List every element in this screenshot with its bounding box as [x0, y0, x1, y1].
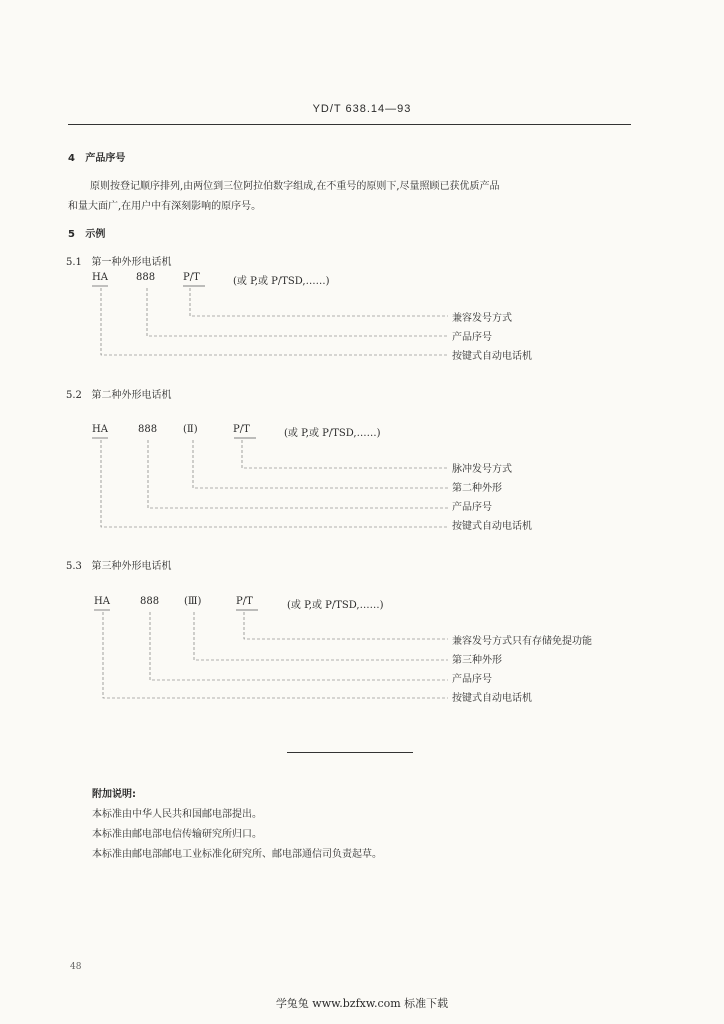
example-number: 5.2 [66, 390, 82, 401]
section-5-title: 示例 [85, 229, 106, 240]
code-shape: (Ⅲ) [184, 596, 202, 607]
section-4-title: 产品序号 [85, 153, 126, 164]
legend-label: 第二种外形 [452, 483, 502, 494]
connector-line [150, 612, 448, 680]
connector-line [194, 612, 448, 660]
connector-line [101, 288, 448, 355]
section-4-number: 4 [68, 153, 75, 164]
legend-label: 兼容发号方式只有存储免提功能 [452, 636, 592, 647]
example-number: 5.1 [66, 257, 82, 268]
legend-label: 兼容发号方式 [452, 313, 512, 324]
code-prefix: HA [94, 596, 110, 607]
code-alternatives: (或 P,或 P/TSD,……) [284, 428, 381, 439]
example-title: 第二种外形电话机 [91, 390, 172, 401]
connector-line [242, 440, 448, 468]
connector-line [147, 288, 448, 336]
notes-heading: 附加说明: [92, 789, 136, 800]
code-serial: 888 [136, 272, 156, 283]
example-title: 第三种外形电话机 [91, 561, 172, 572]
code-serial: 888 [138, 424, 158, 435]
legend-label: 脉冲发号方式 [452, 464, 512, 475]
watermark-footer: 学兔兔 www.bzfxw.com 标准下载 [275, 997, 449, 1010]
connector-line [190, 288, 448, 316]
section-5-number: 5 [68, 229, 75, 240]
connector-line [193, 440, 448, 488]
page-number: 48 [70, 962, 82, 972]
code-mode: P/T [233, 424, 250, 435]
code-prefix: HA [92, 272, 108, 283]
legend-label: 产品序号 [452, 674, 492, 685]
legend-label: 产品序号 [452, 502, 492, 513]
notes-line: 本标准由邮电部邮电工业标准化研究所、邮电部通信司负责起草。 [92, 849, 382, 860]
example-number: 5.3 [66, 561, 82, 572]
example-title: 第一种外形电话机 [91, 257, 172, 268]
standard-code-header: YD/T 638.14—93 [312, 103, 412, 115]
code-shape: (Ⅱ) [183, 424, 198, 435]
connector-line [101, 440, 448, 527]
legend-label: 产品序号 [452, 332, 492, 343]
section-4-paragraph-line-1: 原则按登记顺序排列,由两位到三位阿拉伯数字组成,在不重号的原则下,尽量照顾已获优质产品 [90, 181, 500, 192]
section-4-paragraph-line-2: 和量大面广,在用户中有深刻影响的原序号。 [68, 201, 262, 212]
code-alternatives: (或 P,或 P/TSD,……) [233, 276, 330, 287]
code-mode: P/T [183, 272, 200, 283]
notes-line: 本标准由邮电部电信传输研究所归口。 [92, 829, 262, 840]
connector-line [244, 612, 448, 639]
legend-label: 按键式自动电话机 [452, 351, 532, 362]
end-rule [287, 752, 413, 753]
code-serial: 888 [140, 596, 160, 607]
code-alternatives: (或 P,或 P/TSD,……) [287, 600, 384, 611]
code-mode: P/T [236, 596, 253, 607]
connector-line [103, 612, 448, 698]
legend-label: 按键式自动电话机 [452, 693, 532, 704]
code-prefix: HA [92, 424, 108, 435]
notes-line: 本标准由中华人民共和国邮电部提出。 [92, 809, 262, 820]
legend-label: 第三种外形 [452, 655, 502, 666]
legend-label: 按键式自动电话机 [452, 521, 532, 532]
